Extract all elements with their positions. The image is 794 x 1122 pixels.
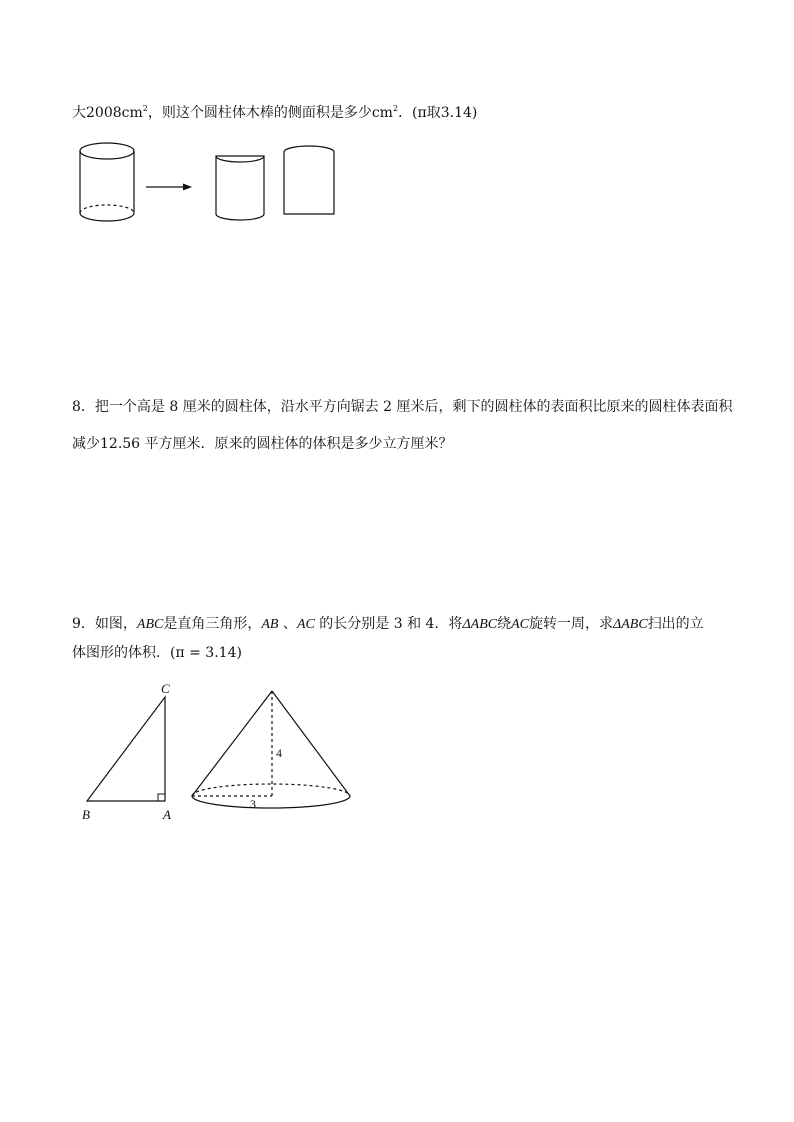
q8-text-line-2: 减少12.56 平方厘米．原来的圆柱体的体积是多少立方厘米？: [72, 436, 453, 452]
q9-label-height: 4: [276, 746, 282, 760]
q9-segment-ac-2: AC: [511, 617, 530, 632]
q9-right-triangle: [87, 697, 165, 801]
q9-text-f: 旋转一周，求: [529, 616, 614, 632]
q9-text-d: 的长分别是 3 和 4．将: [314, 616, 463, 632]
q9-text-e: 绕: [497, 616, 512, 632]
q9-cone-base-front: [192, 796, 350, 808]
q9-text-b: 是直角三角形，: [163, 616, 262, 632]
q7-pi-symbol: π: [417, 105, 427, 121]
q7-pi-value: 取3.14): [426, 105, 478, 121]
q9-triangle-abc: ABC: [136, 617, 164, 632]
q7-area-value: 2008cm: [86, 105, 143, 121]
q9-text-line2-a: 体图形的体积．(: [72, 645, 176, 661]
q9-cone: [192, 691, 350, 808]
q9-text-c: 、: [278, 616, 297, 632]
q9-triangle-shape: [87, 697, 165, 801]
q9-label-c: C: [161, 681, 170, 696]
q7-text-start: 大: [72, 105, 86, 121]
q9-text-line2-b: ): [236, 645, 242, 661]
q9-label-radius: 3: [250, 797, 256, 811]
q9-pi-value: π = 3.14: [175, 645, 237, 661]
q7-unit-exponent: 2: [392, 104, 399, 113]
q7-area-exponent: 2: [142, 104, 148, 113]
q9-label-a: A: [163, 807, 171, 822]
q9-segment-ab: AB: [261, 617, 279, 632]
q9-label-b: B: [82, 807, 90, 822]
q9-cone-base-back: [192, 784, 350, 796]
q9-right-angle-mark: [158, 794, 165, 801]
q9-triangle-symbol-1: ΔABC: [462, 617, 498, 632]
q9-segment-ac: AC: [296, 617, 315, 632]
q8-text-line-1: 8．把一个高是 8 厘米的圆柱体，沿水平方向锯去 2 厘米后，剩下的圆柱体的表面积比原来的圆柱体表面积: [72, 399, 733, 415]
q9-cone-right-slant: [272, 691, 350, 796]
q7-text-end: ．(: [398, 105, 418, 121]
q7-text-mid: ，则这个圆柱体木棒的侧面积是多少: [147, 105, 372, 121]
q9-triangle-symbol-2: ΔABC: [613, 617, 648, 632]
q7-unit: cm: [371, 105, 393, 121]
q9-cone-left-slant: [192, 691, 272, 796]
q9-text-g: 扫出的立: [647, 616, 704, 632]
q9-text-a: 9．如图，: [72, 616, 137, 632]
